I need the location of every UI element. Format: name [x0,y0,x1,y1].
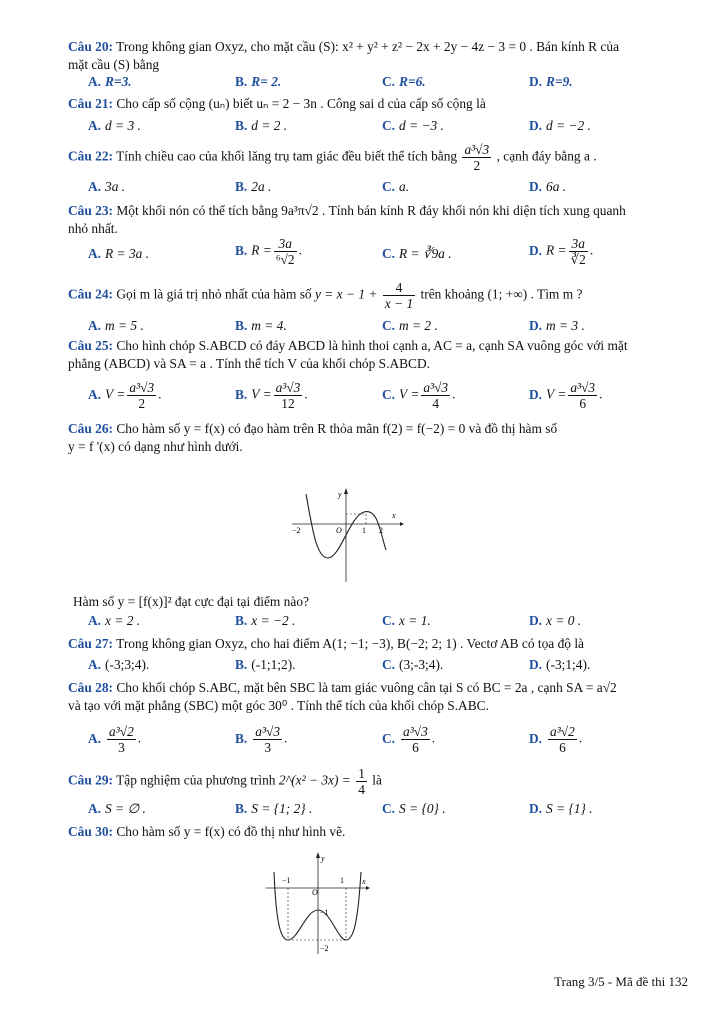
tick-label: 2 [379,526,383,535]
question-label: Câu 27: [68,636,114,651]
question-text: Cho hàm số y = f(x) có đồ thị như hình vẽ. [116,824,346,839]
x-axis-label: x [392,511,396,520]
question-text: Cho hình chóp S.ABCD có đáy ABCD là hình thoi cạnh a, AC = a, cạnh SA vuông góc với mặt [116,338,628,353]
option-c: C. a. [382,179,410,194]
option-d: D. d = −2 . [529,118,591,133]
option-c: C. m = 2 . [382,318,438,333]
question-30 [68,823,692,841]
question-26 [68,420,692,456]
question-label: Câu 28: [68,680,114,695]
question-text-cont: phẳng (ABCD) và SA = a . Tính thể tích V của khối chóp S.ABCD. [68,356,431,371]
option-b: B. (-1;1;2). [235,657,296,672]
option-b: B. S = {1; 2} . [235,801,313,816]
option-d: D. (-3;1;4). [529,657,591,672]
question-label: Câu 25: [68,338,114,353]
option-d: D. x = 0 . [529,613,582,628]
option-b: B. R = $\frac{3a}{\text{⁶√2}}$ . [235,236,302,267]
option-b: B. x = −2 . [235,613,296,628]
option-d: D. V = $\frac{\text{a³√3}}{6}$ . [529,380,603,411]
origin-label: O [312,888,318,897]
option-c: C. (3;-3;4). [382,657,444,672]
function-graph [262,850,374,960]
question-text: Gọi m là giá trị nhỏ nhất của hàm số [116,286,312,302]
option-a: A. (-3;3;4). [88,657,150,672]
question-22: Câu 22: Tính chiều cao của khối lăng trụ tam giác đều biết thể tích bằng $\frac{\text{a³√3}}{2}$ , cạnh đáy bằng a . [68,142,597,173]
question-text: Tính chiều cao của khối lăng trụ tam giác đều biết thể tích bằng [116,148,458,164]
tick-label: −1 [320,908,329,917]
tick-label: −2 [292,526,301,535]
x-axis-label: x [362,877,366,886]
question-28 [68,679,692,715]
tick-label: −2 [320,944,329,953]
origin-label: O [336,526,342,535]
option-a: A. m = 5 . [88,318,144,333]
option-d: D. m = 3 . [529,318,585,333]
option-d: D. $\frac{\text{a³√2}}{6}$ . [529,724,583,755]
option-a: A. S = ∅ . [88,801,146,816]
question-20 [68,38,692,74]
option-c: C. R = ∛9a . [382,246,452,261]
question-label: Câu 30: [68,824,114,839]
option-c: C. S = {0} . [382,801,446,816]
option-d: D. R = $\frac{3a}{∛2}$ . [529,236,594,267]
question-27 [68,635,692,653]
option-c: C. x = 1. [382,613,431,628]
tick-label: 1 [362,526,366,535]
option-b: B. m = 4. [235,318,287,333]
option-d: D. R=9. [529,74,573,89]
option-a: A. x = 2 . [88,613,141,628]
option-b: B. 2a . [235,179,272,194]
option-d: D. 6a . [529,179,567,194]
option-c: C. $\frac{\text{a³√3}}{6}$ . [382,724,436,755]
question-text: Cho cấp số cộng (uₙ) biết uₙ = 2 − 3n . Công sai d của cấp số cộng là [116,96,486,111]
option-b: B. V = $\frac{\text{a³√3}}{12}$ . [235,380,308,411]
tick-label: 1 [340,876,344,885]
page-footer: Trang 3/5 - Mã đề thi 132 [554,974,688,989]
option-a: A. d = 3 . [88,118,141,133]
option-c: C. R=6. [382,74,426,89]
question-text: Tập nghiệm của phương trình [116,772,276,788]
question-label: Câu 21: [68,96,114,111]
option-a: A. R = 3a . [88,246,150,261]
option-c: C. d = −3 . [382,118,444,133]
question-29: Câu 29: Tập nghiệm của phương trình 2^(x² − 3x) = $\frac{1}{4}$ là [68,766,382,797]
question-21 [68,95,692,113]
option-a: A. $\frac{\text{a³√2}}{3}$ . [88,724,142,755]
question-text: Trong không gian Oxyz, cho mặt cầu (S): x² + y² + z² − 2x + 2y − 4z − 3 = 0 . Bán kính R của [116,39,620,54]
tick-label: −1 [282,876,291,885]
question-label: Câu 29: [68,772,114,788]
y-axis-label: y [321,854,325,863]
option-b: B. R= 2. [235,74,282,89]
question-label: Câu 22: [68,148,114,164]
option-b: B. $\frac{\text{a³√3}}{3}$ . [235,724,288,755]
fraction: $\frac{\text{a³√3}}{2}$ [464,142,490,173]
question-24: Câu 24: Gọi m là giá trị nhỏ nhất của hàm số y = x − 1 + $\frac{4}{x - 1}$ trên khoảng (1; +∞) . Tìm m ? [68,280,583,311]
question-text-cont: mặt cầu (S) bằng [68,57,160,72]
question-text-cont: và tạo với mặt phẳng (SBC) một góc 30⁰ . Tính thể tích của khối chóp S.ABC. [68,698,489,713]
option-c: C. V = $\frac{\text{a³√3}}{4}$ . [382,380,456,411]
question-text-cont: nhỏ nhất. [68,221,118,236]
question-label: Câu 23: [68,203,114,218]
y-axis-label: y [338,490,342,499]
question-text: Cho khối chóp S.ABC, mặt bên SBC là tam giác vuông cân tại S có BC = 2a , cạnh SA = a√2 [116,680,617,695]
option-a: A. V = $\frac{\text{a³√3}}{2}$ . [88,380,162,411]
option-a: A. R=3. [88,74,132,89]
option-d: D. S = {1} . [529,801,593,816]
question-text: Trong không gian Oxyz, cho hai điểm A(1; −1; −3), B(−2; 2; 1) . Vectơ AB có tọa độ là [116,636,584,651]
derivative-graph [288,486,408,586]
question-label: Câu 26: [68,421,114,436]
question-25 [68,337,692,373]
option-a: A. 3a . [88,179,126,194]
question-text: Cho hàm số y = f(x) có đạo hàm trên R thỏa mãn f(2) = f(−2) = 0 và đồ thị hàm số [116,421,558,436]
question-text: Một khối nón có thể tích bằng 9a³π√2 . Tính bán kính R đáy khối nón khi diện tích xung quanh [116,203,626,218]
question-label: Câu 24: [68,286,114,302]
question-text-cont: y = f '(x) có dạng như hình dưới. [68,439,243,454]
question-26-ask: Hàm số y = [f(x)]² đạt cực đại tại điểm nào? [73,594,309,609]
question-23 [68,202,692,238]
question-label: Câu 20: [68,39,114,54]
option-b: B. d = 2 . [235,118,288,133]
